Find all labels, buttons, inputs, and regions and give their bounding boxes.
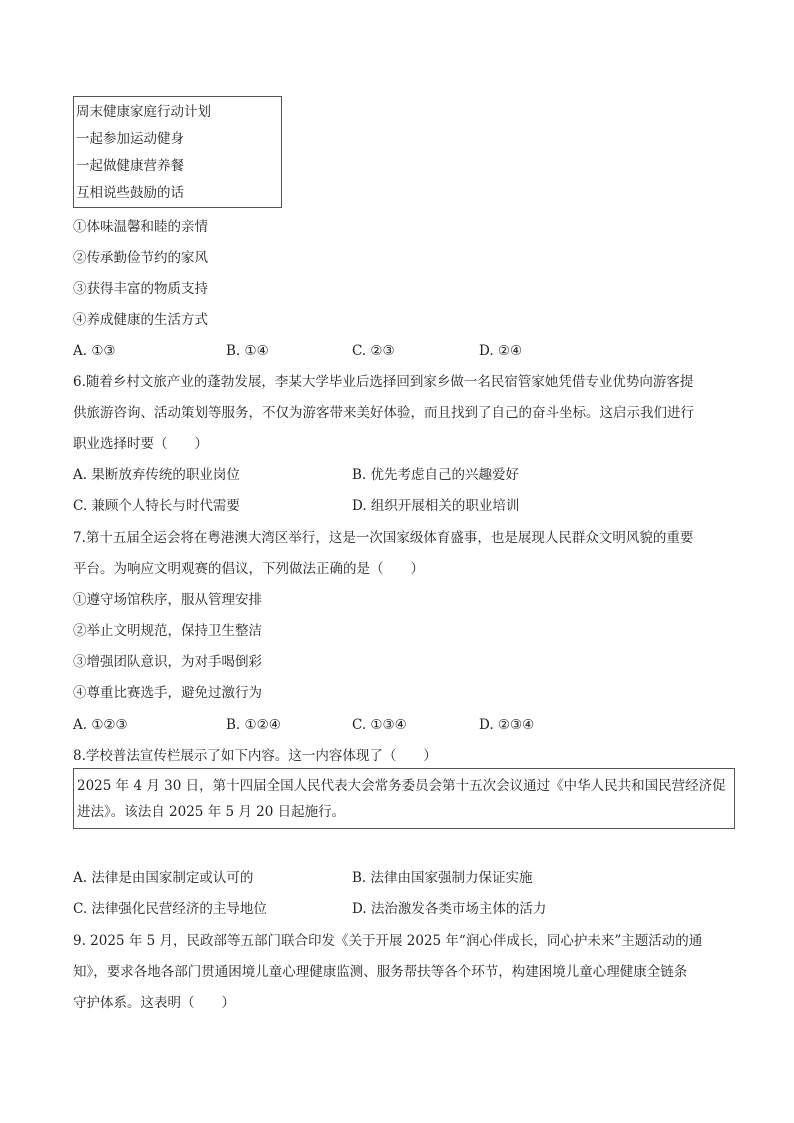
plan-item: 互相说些鼓励的话 <box>76 185 184 201</box>
plan-title: 周末健康家庭行动计划 <box>76 104 211 120</box>
q8-notice-line: 进法》。该法自 2025 年 5 月 20 日起施行。 <box>77 804 346 820</box>
q8-notice-box <box>73 768 735 829</box>
plan-item: 一起做健康营养餐 <box>76 158 184 174</box>
q5-statement: ②传承勤俭节约的家风 <box>73 250 208 266</box>
q6-stem-line: 职业选择时要（ ） <box>73 436 208 452</box>
q7-option-a[interactable]: A. ①②③ <box>73 717 128 733</box>
q7-option-b[interactable]: B. ①②④ <box>226 717 281 733</box>
q8-option-d[interactable]: D. 法治激发各类市场主体的活力 <box>352 901 547 917</box>
q8-stem: 8.学校普法宣传栏展示了如下内容。这一内容体现了（ ） <box>73 748 437 764</box>
q7-option-d[interactable]: D. ②③④ <box>479 717 535 733</box>
q5-option-c[interactable]: C. ②③ <box>352 343 395 359</box>
q9-stem-line: 知》，要求各地各部门贯通困境儿童心理健康监测、服务帮扶等各个环节，构建困境儿童心理健康全链条 <box>73 964 688 980</box>
q5-statement: ①体味温馨和睦的亲情 <box>73 219 208 235</box>
q7-stem-line: 7.第十五届全运会将在粤港澳大湾区举行，这是一次国家级体育盛事，也是展现人民群众文明风貌的重要 <box>73 530 694 546</box>
q5-option-d[interactable]: D. ②④ <box>479 343 523 359</box>
q6-stem-line: 6.随着乡村文旅产业的蓬勃发展，李某大学毕业后选择回到家乡做一名民宿管家她凭借专业优势向游客提 <box>73 374 694 390</box>
q5-statement: ④养成健康的生活方式 <box>73 312 208 328</box>
q8-option-c[interactable]: C. 法律强化民营经济的主导地位 <box>73 901 267 917</box>
q7-statement: ②举止文明规范，保持卫生整洁 <box>73 623 262 639</box>
q7-option-c[interactable]: C. ①③④ <box>352 717 407 733</box>
q5-option-a[interactable]: A. ①③ <box>73 343 116 359</box>
q8-option-b[interactable]: B. 法律由国家强制力保证实施 <box>352 870 533 886</box>
q6-option-a[interactable]: A. 果断放弃传统的职业岗位 <box>73 467 240 483</box>
q5-statement: ③获得丰富的物质支持 <box>73 281 208 297</box>
q8-option-a[interactable]: A. 法律是由国家制定或认可的 <box>73 870 254 886</box>
q7-statement: ①遵守场馆秩序，服从管理安排 <box>73 592 262 608</box>
plan-item: 一起参加运动健身 <box>76 131 184 147</box>
q6-option-d[interactable]: D. 组织开展相关的职业培训 <box>352 498 520 514</box>
q7-statement: ④尊重比赛选手，避免过激行为 <box>73 685 262 701</box>
q6-option-c[interactable]: C. 兼顾个人特长与时代需要 <box>73 498 240 514</box>
q5-option-b[interactable]: B. ①④ <box>226 343 269 359</box>
q9-stem-line: 9. 2025 年 5 月，民政部等五部门联合印发《关于开展 2025 年“润心伴成长，同心护未来”主题活动的通 <box>73 933 703 949</box>
q7-stem-line: 平台。为响应文明观赛的倡议，下列做法正确的是（ ） <box>73 561 424 577</box>
q7-statement: ③增强团队意识，为对手喝倒彩 <box>73 654 262 670</box>
q6-stem-line: 供旅游咨询、活动策划等服务，不仅为游客带来美好体验，而且找到了自己的奋斗坐标。这启示我们进行 <box>73 405 694 421</box>
q9-stem-line: 守护体系。这表明（ ） <box>73 995 235 1011</box>
q8-notice-line: 2025 年 4 月 30 日，第十四届全国人民代表大会常务委员会第十五次会议通过《中华人民共和国民营经济促 <box>77 778 726 794</box>
plan-box <box>73 96 282 208</box>
q6-option-b[interactable]: B. 优先考虑自己的兴趣爱好 <box>352 467 520 483</box>
